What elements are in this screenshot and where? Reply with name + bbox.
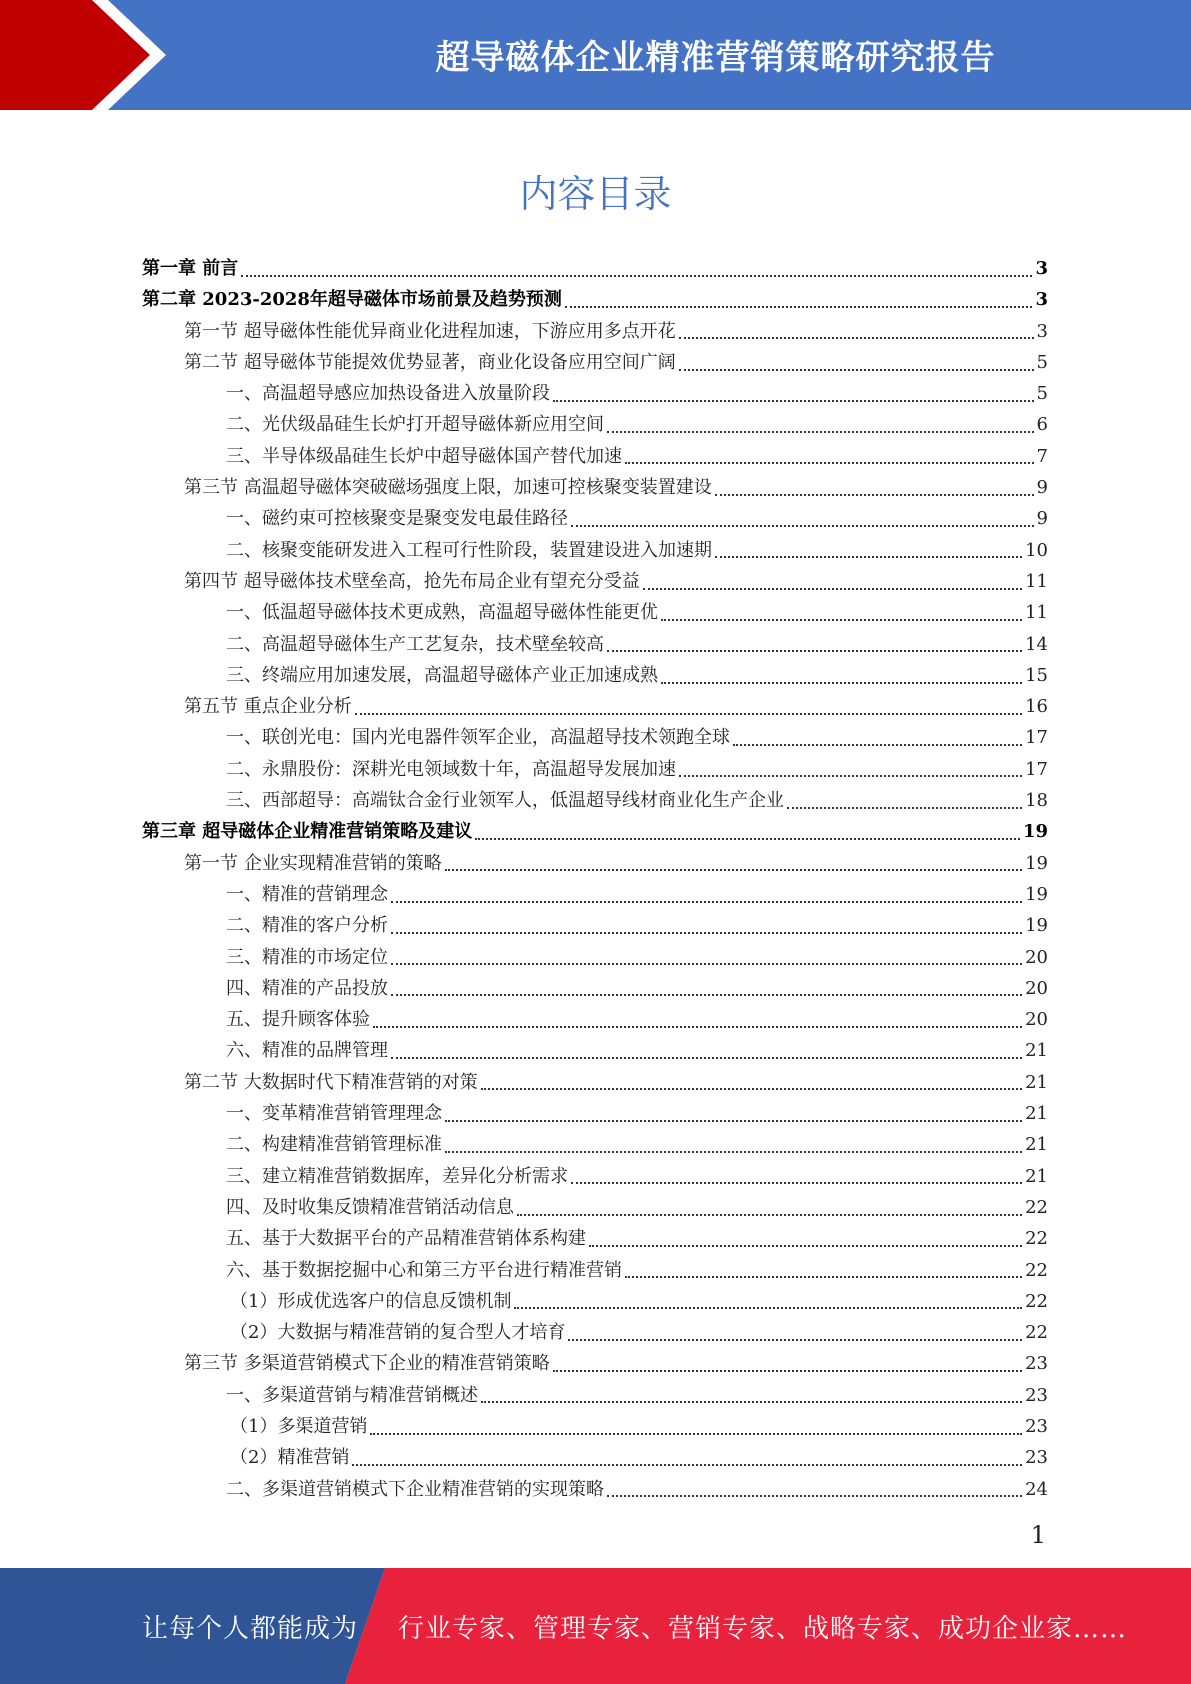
toc-entry-page: 19 [1025, 852, 1048, 874]
toc-entry[interactable] [142, 598, 1048, 629]
toc-dot-leader [661, 619, 1022, 621]
toc-entry-page: 21 [1025, 1040, 1048, 1062]
toc-entry-page: 3 [1035, 258, 1048, 279]
toc-dot-leader [481, 1088, 1022, 1090]
toc-entry-label: 一、联创光电：国内光电器件领军企业，高温超导技术领跑全球 [226, 727, 730, 749]
toc-dot-leader [715, 556, 1022, 558]
toc-dot-leader [679, 369, 1034, 371]
toc-entry-label: 三、精准的市场定位 [226, 946, 388, 968]
toc-entry[interactable] [142, 849, 1048, 880]
toc-entry-label: 五、基于大数据平台的产品精准营销体系构建 [226, 1228, 586, 1250]
toc-entry-page: 23 [1025, 1353, 1048, 1375]
toc-entry-label: 六、基于数据挖掘中心和第三方平台进行精准营销 [226, 1259, 622, 1281]
toc-entry-label: 三、半导体级晶硅生长炉中超导磁体国产替代加速 [226, 445, 622, 467]
toc-entry[interactable] [142, 880, 1048, 911]
toc-dot-leader [391, 1057, 1022, 1059]
toc-entry[interactable] [142, 1475, 1048, 1506]
toc-entry[interactable] [142, 473, 1048, 504]
toc-entry-page: 20 [1025, 977, 1048, 999]
toc-entry-page: 20 [1025, 946, 1048, 968]
toc-dot-leader [571, 525, 1034, 527]
toc-entry-page: 5 [1036, 383, 1048, 405]
toc-entry-label: 三、西部超导：高端钛合金行业领军人，低温超导线材商业化生产企业 [226, 790, 784, 812]
toc-entry[interactable] [142, 317, 1048, 348]
toc-dot-leader [370, 1433, 1022, 1435]
toc-entry[interactable] [142, 285, 1048, 316]
toc-entry-page: 22 [1025, 1196, 1048, 1218]
toc-dot-leader [625, 462, 1034, 464]
toc-dot-leader [679, 775, 1022, 777]
toc-entry[interactable] [142, 1318, 1048, 1349]
toc-entry-label: 二、核聚变能研发进入工程可行性阶段，装置建设进入加速期 [226, 539, 712, 561]
toc-dot-leader [679, 337, 1034, 339]
toc-entry-label: 第五节 重点企业分析 [184, 696, 352, 718]
toc-entry-page: 22 [1025, 1228, 1048, 1250]
toc-entry-page: 21 [1025, 1165, 1048, 1187]
footer-slogan-left: 让每个人都能成为 [142, 1614, 359, 1644]
toc-dot-leader [352, 1464, 1022, 1466]
toc-dot-leader [517, 1214, 1022, 1216]
footer-slogan-right: 行业专家、管理专家、营销专家、战略专家、成功企业家…… [398, 1614, 1128, 1644]
toc-entry-page: 15 [1025, 664, 1048, 686]
toc-entry[interactable] [142, 1443, 1048, 1474]
toc-entry[interactable] [142, 567, 1048, 598]
toc-dot-leader [355, 713, 1022, 715]
toc-entry-page: 17 [1025, 727, 1048, 749]
toc-heading: 内容目录 [519, 172, 672, 216]
toc-entry[interactable] [142, 410, 1048, 441]
toc-entry[interactable] [142, 1287, 1048, 1318]
toc-entry-label: 五、提升顾客体验 [226, 1009, 370, 1031]
toc-entry[interactable] [142, 254, 1048, 285]
toc-dot-leader [661, 682, 1022, 684]
toc-entry-label: 第一章 前言 [142, 258, 239, 279]
footer-band [0, 1568, 1191, 1684]
report-title: 超导磁体企业精准营销策略研究报告 [435, 38, 996, 78]
toc-entry-page: 19 [1025, 915, 1048, 937]
toc-entry[interactable] [142, 1224, 1048, 1255]
toc-entry-label: 第二节 大数据时代下精准营销的对策 [184, 1071, 478, 1093]
toc-entry-page: 19 [1025, 883, 1048, 905]
toc-entry-page: 9 [1036, 477, 1048, 499]
toc-entry-page: 3 [1036, 320, 1048, 342]
toc-entry[interactable] [142, 755, 1048, 786]
toc-entry-page: 23 [1025, 1384, 1048, 1406]
toc-dot-leader [481, 1401, 1022, 1403]
toc-entry-page: 3 [1035, 289, 1048, 311]
toc-entry[interactable] [142, 536, 1048, 567]
toc-entry-label: 第四节 超导磁体技术壁垒高，抢先布局企业有望充分受益 [184, 570, 640, 592]
toc-entry[interactable] [142, 348, 1048, 379]
toc-entry-label: 四、精准的产品投放 [226, 977, 388, 999]
toc-entry-label: 第二节 超导磁体节能提效优势显著，商业化设备应用空间广阔 [184, 351, 676, 373]
toc-entry-page: 11 [1025, 602, 1048, 624]
header-band [0, 0, 1191, 110]
toc-entry[interactable] [142, 911, 1048, 942]
toc-dot-leader [715, 494, 1034, 496]
toc-entry[interactable] [142, 817, 1048, 848]
toc-entry-page: 7 [1036, 445, 1048, 467]
toc-entry-label: 一、磁约束可控核聚变是聚变发电最佳路径 [226, 508, 568, 530]
toc-entry-page: 10 [1025, 539, 1048, 561]
toc-entry-label: 第一节 超导磁体性能优异商业化进程加速，下游应用多点开花 [184, 320, 676, 342]
toc-entry[interactable] [142, 661, 1048, 692]
toc-entry-label: 二、高温超导磁体生产工艺复杂，技术壁垒较高 [226, 633, 604, 655]
toc-dot-leader [445, 1151, 1022, 1153]
toc-dot-leader [373, 1026, 1022, 1028]
toc-entry-page: 14 [1025, 633, 1048, 655]
toc-entry[interactable] [142, 1068, 1048, 1099]
toc-entry-label: 第二章 2023-2028年超导磁体市场前景及趋势预测 [142, 289, 562, 311]
toc-entry[interactable] [142, 692, 1048, 723]
toc-entry-page: 23 [1025, 1447, 1048, 1469]
toc-dot-leader [625, 1276, 1022, 1278]
toc-entry-page: 17 [1025, 758, 1048, 780]
toc-dot-leader [514, 1307, 1022, 1309]
toc-entry-page: 6 [1036, 414, 1048, 436]
toc-entry-label: 三、建立精准营销数据库，差异化分析需求 [226, 1165, 568, 1187]
toc-entry-page: 23 [1025, 1415, 1048, 1437]
toc-dot-leader [571, 1182, 1022, 1184]
toc-entry-page: 21 [1025, 1071, 1048, 1093]
toc-entry-label: 一、多渠道营销与精准营销概述 [226, 1384, 478, 1406]
toc-entry[interactable] [142, 1381, 1048, 1412]
toc-entry-label: 四、及时收集反馈精准营销活动信息 [226, 1196, 514, 1218]
toc-entry-label: （1）多渠道营销 [230, 1415, 368, 1437]
toc-dot-leader [733, 744, 1022, 746]
toc-entry-label: 第一节 企业实现精准营销的策略 [184, 852, 442, 874]
toc-dot-leader [553, 1370, 1022, 1372]
toc-entry[interactable] [142, 1005, 1048, 1036]
toc-entry-page: 18 [1025, 790, 1048, 812]
toc-entry-page: 24 [1025, 1478, 1048, 1500]
toc-entry-label: （2）大数据与精准营销的复合型人才培育 [230, 1322, 566, 1344]
toc-entry[interactable] [142, 1036, 1048, 1067]
toc-dot-leader [553, 400, 1034, 402]
toc-entry-page: 16 [1025, 696, 1048, 718]
toc-entry-label: （1）形成优选客户的信息反馈机制 [230, 1290, 512, 1312]
toc-entry-page: 5 [1036, 351, 1048, 373]
page-number: 1 [1030, 1521, 1046, 1549]
toc-dot-leader [445, 1120, 1022, 1122]
toc-entry-label: 二、光伏级晶硅生长炉打开超导磁体新应用空间 [226, 414, 604, 436]
toc-dot-leader [445, 869, 1022, 871]
toc-dot-leader [643, 588, 1022, 590]
toc-dot-leader [241, 275, 1032, 277]
toc-entry[interactable] [142, 943, 1048, 974]
toc-dot-leader [391, 963, 1022, 965]
toc-dot-leader [589, 1245, 1022, 1247]
toc-entry[interactable] [142, 379, 1048, 410]
toc-entry-label: 一、精准的营销理念 [226, 883, 388, 905]
toc-entry-label: 第三节 高温超导磁体突破磁场强度上限，加速可控核聚变装置建设 [184, 477, 712, 499]
toc-entry-label: 一、高温超导感应加热设备进入放量阶段 [226, 383, 550, 405]
toc-entry[interactable] [142, 1349, 1048, 1380]
toc-entry-page: 22 [1025, 1290, 1048, 1312]
toc-entry-label: 二、永鼎股份：深耕光电领域数十年，高温超导发展加速 [226, 758, 676, 780]
toc-entry[interactable] [142, 442, 1048, 473]
toc-dot-leader [475, 838, 1020, 840]
toc-entry-label: 第三节 多渠道营销模式下企业的精准营销策略 [184, 1353, 550, 1375]
toc-entry[interactable] [142, 1099, 1048, 1130]
toc-entry-page: 19 [1022, 821, 1048, 843]
toc-dot-leader [568, 1339, 1022, 1341]
toc-dot-leader [607, 1495, 1022, 1497]
toc-entry[interactable] [142, 786, 1048, 817]
toc-dot-leader [607, 650, 1022, 652]
toc-entry-label: （2）精准营销 [230, 1447, 350, 1469]
toc-entry-page: 22 [1025, 1322, 1048, 1344]
toc-dot-leader [607, 431, 1034, 433]
toc-entry-page: 20 [1025, 1009, 1048, 1031]
toc-entry[interactable] [142, 1256, 1048, 1287]
toc-dot-leader [391, 901, 1022, 903]
toc-dot-leader [391, 932, 1022, 934]
toc-entry[interactable] [142, 723, 1048, 754]
toc-entry-label: 二、精准的客户分析 [226, 915, 388, 937]
toc-entry[interactable] [142, 1193, 1048, 1224]
toc-dot-leader [787, 807, 1022, 809]
toc-entry[interactable] [142, 1162, 1048, 1193]
toc-entry-label: 第三章 超导磁体企业精准营销策略及建议 [142, 821, 473, 843]
toc-entry[interactable] [142, 504, 1048, 535]
toc-entry[interactable] [142, 630, 1048, 661]
toc-entry-label: 二、多渠道营销模式下企业精准营销的实现策略 [226, 1478, 604, 1500]
toc-entry-page: 21 [1025, 1134, 1048, 1156]
toc-entry-page: 21 [1025, 1103, 1048, 1125]
toc-entry-label: 一、低温超导磁体技术更成熟，高温超导磁体性能更优 [226, 602, 658, 624]
toc-entry-label: 三、终端应用加速发展，高温超导磁体产业正加速成熟 [226, 664, 658, 686]
table-of-contents [142, 254, 1048, 1506]
toc-entry-page: 22 [1025, 1259, 1048, 1281]
toc-entry-page: 11 [1025, 570, 1048, 592]
toc-entry[interactable] [142, 1130, 1048, 1161]
toc-dot-leader [565, 306, 1033, 308]
toc-entry-label: 六、精准的品牌管理 [226, 1040, 388, 1062]
toc-entry[interactable] [142, 1412, 1048, 1443]
toc-entry-page: 9 [1036, 508, 1048, 530]
toc-entry-label: 二、构建精准营销管理标准 [226, 1134, 442, 1156]
toc-dot-leader [391, 994, 1022, 996]
toc-entry-label: 一、变革精准营销管理理念 [226, 1103, 442, 1125]
toc-entry[interactable] [142, 974, 1048, 1005]
